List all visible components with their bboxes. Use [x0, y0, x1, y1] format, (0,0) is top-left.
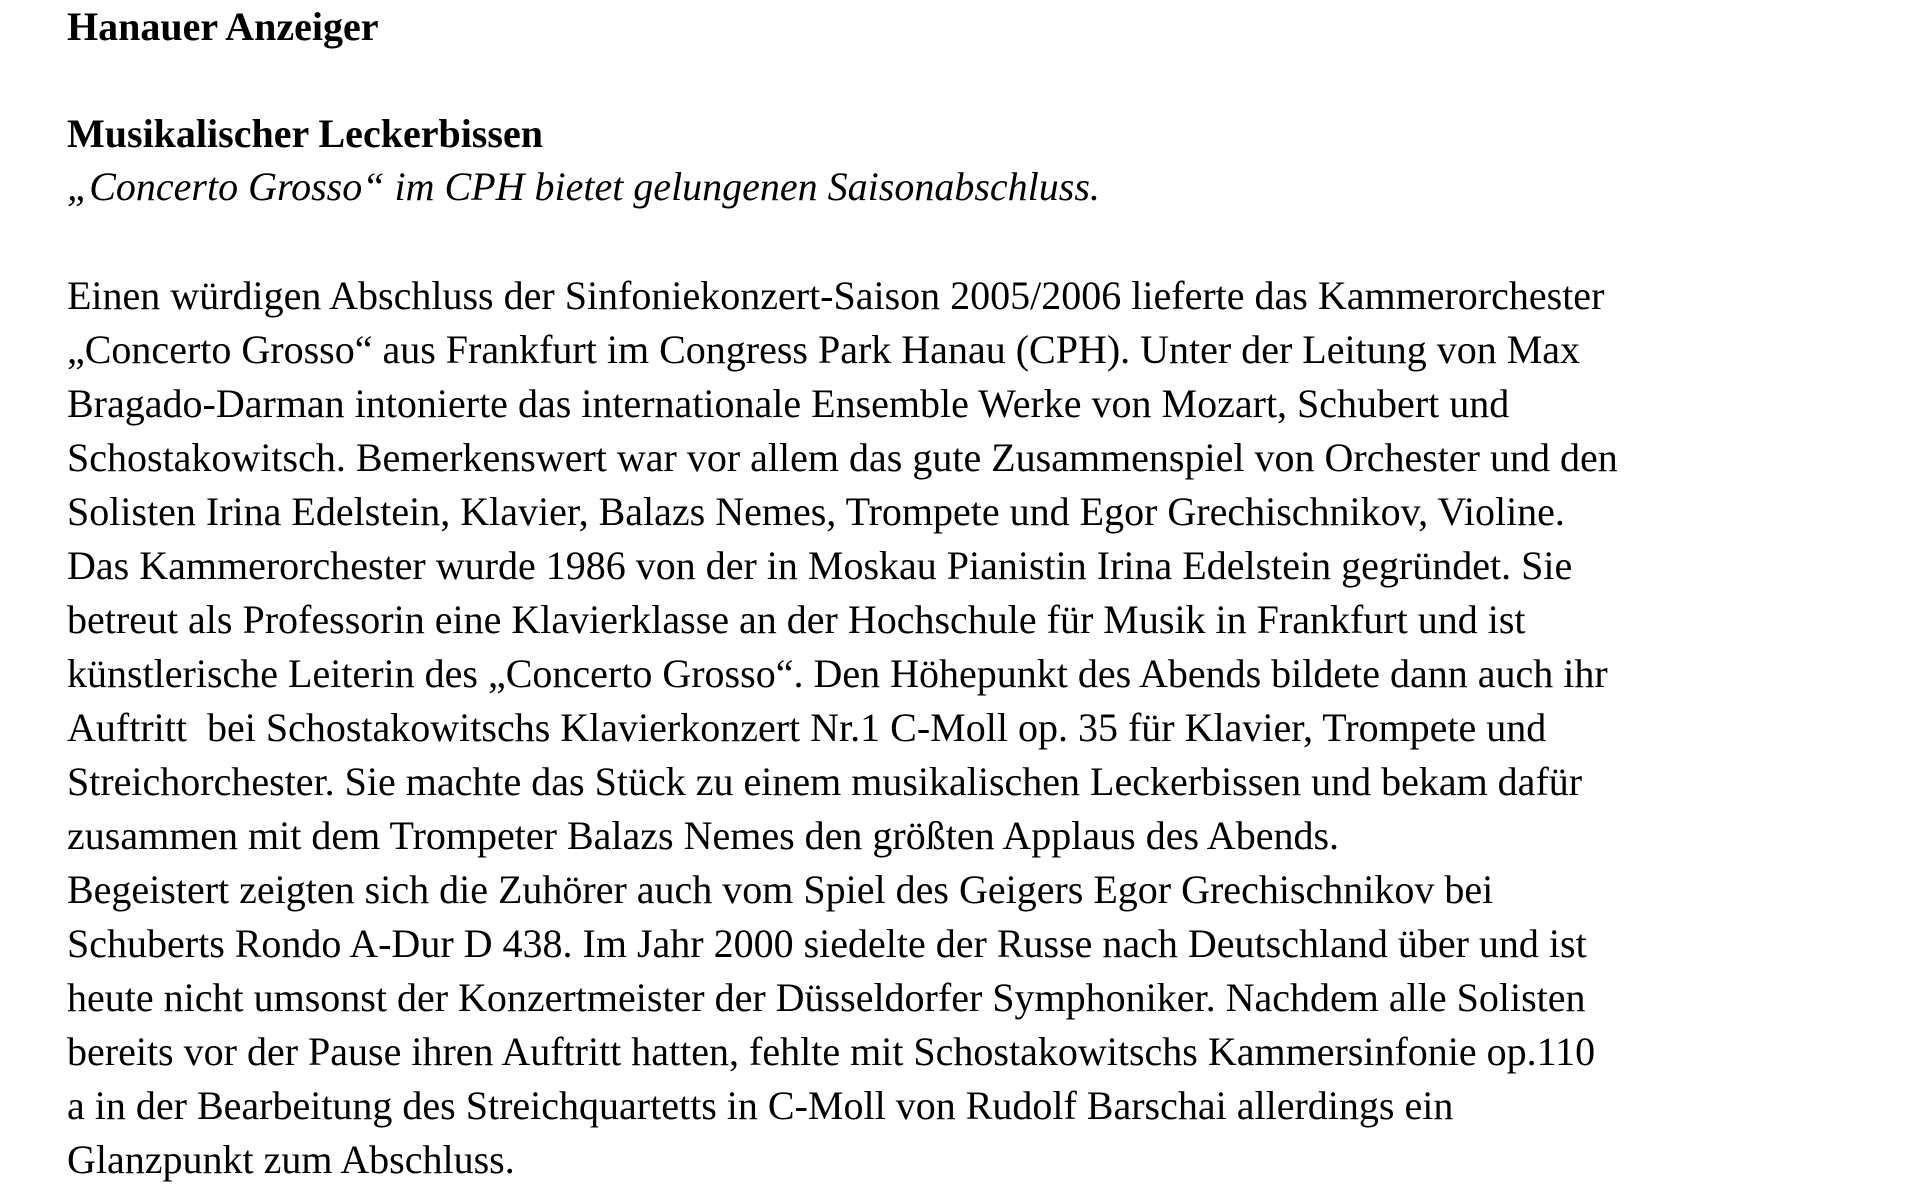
body-line: Bragado-Darman intonierte das internationale Ensemble Werke von Mozart, Schubert und: [67, 381, 1510, 426]
body-line: heute nicht umsonst der Konzertmeister der Düsseldorfer Symphoniker. Nachdem alle Solisten: [67, 975, 1586, 1020]
body-line: bereits vor der Pause ihren Auftritt hatten, fehlte mit Schostakowitschs Kammersinfonie op.110: [67, 1029, 1596, 1074]
article-subheadline: „Concerto Grosso“ im CPH bietet gelungenen Saisonabschluss.: [67, 164, 1100, 209]
body-line: künstlerische Leiterin des „Concerto Grosso“. Den Höhepunkt des Abends bildete dann auch ihr: [67, 651, 1608, 696]
body-line: Glanzpunkt zum Abschluss.: [67, 1137, 515, 1182]
body-line: „Concerto Grosso“ aus Frankfurt im Congress Park Hanau (CPH). Unter der Leitung von Max: [67, 327, 1581, 372]
body-line: Schostakowitsch. Bemerkenswert war vor allem das gute Zusammenspiel von Orchester und den: [67, 435, 1618, 480]
body-line: Begeistert zeigten sich die Zuhörer auch vom Spiel des Geigers Egor Grechischnikov bei: [67, 867, 1494, 912]
body-line: a in der Bearbeitung des Streichquartetts in C-Moll von Rudolf Barschai allerdings ein: [67, 1083, 1454, 1128]
body-line: Streichorchester. Sie machte das Stück zu einem musikalischen Leckerbissen und bekam dafür: [67, 759, 1583, 804]
article-headline: Musikalischer Leckerbissen: [67, 111, 543, 156]
body-line: Solisten Irina Edelstein, Klavier, Balazs Nemes, Trompete und Egor Grechischnikov, Violine.: [67, 489, 1565, 534]
article-body: [67, 269, 1618, 1187]
body-line: zusammen mit dem Trompeter Balazs Nemes den größten Applaus des Abends.: [67, 813, 1340, 858]
publication-name: Hanauer Anzeiger: [67, 4, 379, 49]
body-line: Einen würdigen Abschluss der Sinfoniekonzert-Saison 2005/2006 lieferte das Kammerorchester: [67, 273, 1605, 318]
body-line: Das Kammerorchester wurde 1986 von der in Moskau Pianistin Irina Edelstein gegründet. Sie: [67, 543, 1573, 588]
body-line: Auftritt bei Schostakowitschs Klavierkonzert Nr.1 C-Moll op. 35 für Klavier, Trompete und: [67, 705, 1547, 750]
body-line: Schuberts Rondo A-Dur D 438. Im Jahr 2000 siedelte der Russe nach Deutschland über und ist: [67, 921, 1587, 966]
body-line: betreut als Professorin eine Klavierklasse an der Hochschule für Musik in Frankfurt und ist: [67, 597, 1526, 642]
